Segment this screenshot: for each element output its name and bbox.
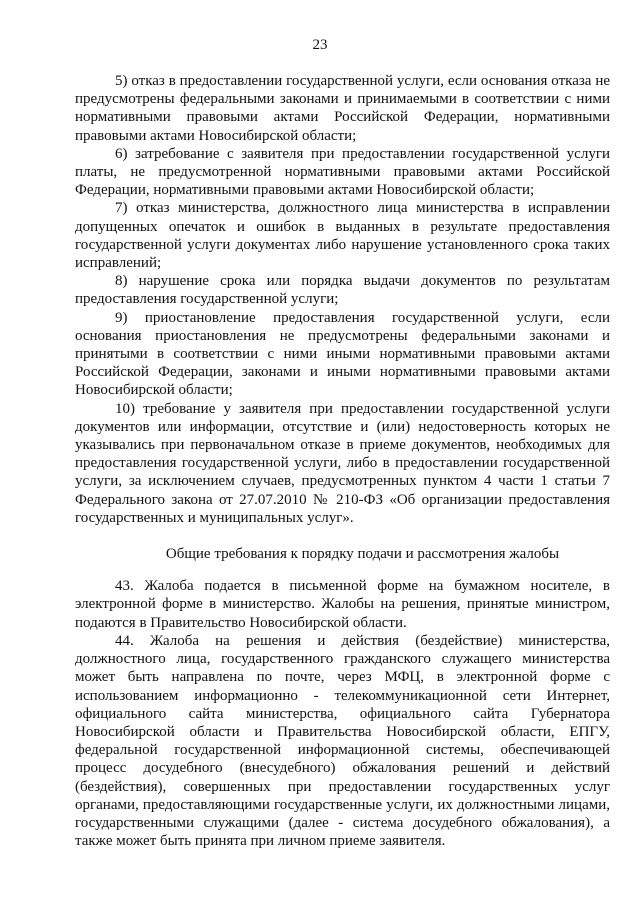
list-item-8: 8) нарушение срока или порядка выдачи документов по результатам предоставления государственной услуги; (75, 273, 610, 308)
list-item-7: 7) отказ министерства, должностного лица министерства в исправлении допущенных опечаток и ошибок в выданных в результате предоставления государственной услуги документах либо нарушение установленного срока таких исправлений; (75, 200, 610, 272)
clause-44: 44. Жалоба на решения и действия (бездействие) министерства, должностного лица, государственного гражданского служащего министерства может быть направлена по почте, через МФЦ, в электронной форме с использованием информационно - телекоммуникационной сети Интернет, официального сайта министерства, официального сайта Губернатора Новосибирской области и Правительства Новосибирской области, ЕПГУ, федеральной государственной информационной системы, обеспечивающей процесс досудебного (внесудебного) обжалования решений и действий (бездействия), совершенных при предоставлении государственных услуг органами, предоставляющими государственные услуги, их должностными лицами, государственными служащими (далее - система досудебного обжалования), а также может быть принята при личном приеме заявителя. (75, 632, 610, 850)
list-item-6: 6) затребование с заявителя при предоставлении государственной услуги платы, не предусмотренной нормативными правовыми актами Российской Федерации, нормативными правовыми актами Новосибирской области; (75, 145, 610, 199)
list-item-5: 5) отказ в предоставлении государственной услуги, если основания отказа не предусмотрены федеральными законами и принимаемыми в соответствии с ними нормативными правовыми актами Российской Федерации, нормативными правовыми актами Новосибирской области; (75, 73, 610, 144)
clause-43: 43. Жалоба подается в письменной форме на бумажном носителе, в электронной форме в министерство. Жалобы на решения, принятые министром, подаются в Правительство Новосибирской области. (75, 578, 610, 631)
section-heading: Общие требования к порядку подачи и рассмотрения жалобы (165, 546, 560, 563)
list-item-9: 9) приостановление предоставления государственной услуги, если основания приостановления не предусмотрены федеральными законами и принятыми в соответствии с ними иными нормативными правовыми актами Российской Федерации, законами и иными нормативными правовыми актами Новосибирской области; (75, 309, 610, 399)
list-item-10: 10) требование у заявителя при предоставлении государственной услуги документов или информации, отсутствие и (или) недостоверность которых не указывались при первоначальном отказе в приеме документов, необходимых для предоставления государственной услуги, либо в предоставлении государственной услуги, за исключением случаев, предусмотренных пунктом 4 части 1 статьи 7 Федерального закона от 27.07.2010 № 210-ФЗ «Об организации предоставления государственных и муниципальных услуг». (75, 400, 610, 526)
page-number: 23 (312, 37, 328, 53)
document-body (75, 72, 610, 850)
